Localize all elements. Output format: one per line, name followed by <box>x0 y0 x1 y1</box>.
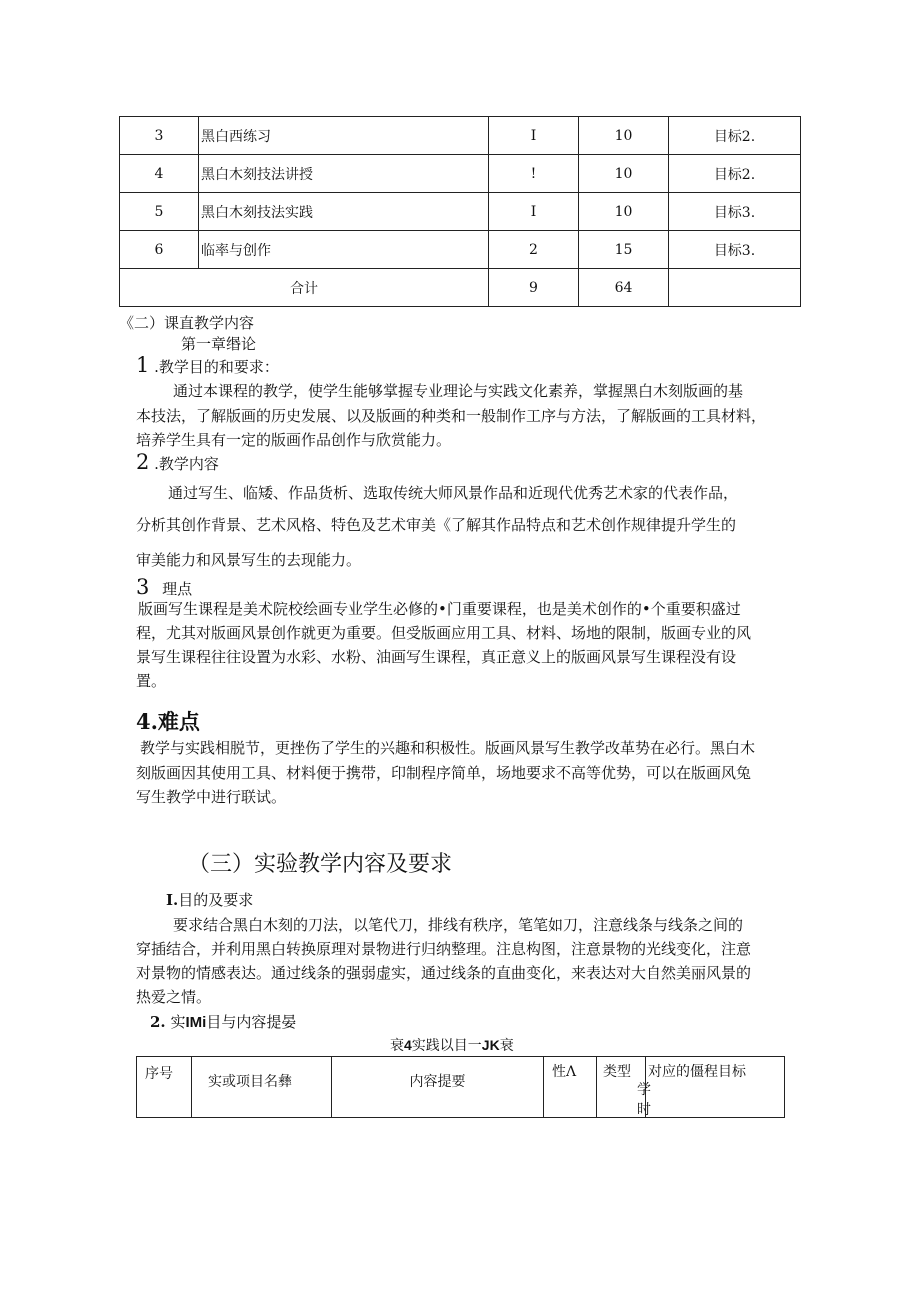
header-target: 对应的僵程目标 <box>646 1057 785 1118</box>
caption-jk: JK <box>481 1037 500 1053</box>
row-col-a: 2 <box>489 231 579 269</box>
section-3-heading: （三）实验教学内容及要求 <box>188 852 453 877</box>
chapter-title: 第一章缗论 <box>181 335 257 353</box>
total-label: 合计 <box>120 269 489 307</box>
row-number: 5 <box>120 193 199 231</box>
caption-number: 4 <box>404 1037 412 1053</box>
item-3-line-4: 置。 <box>136 672 167 690</box>
sub-2-garbled: IMi <box>185 1014 207 1031</box>
item-2-heading <box>136 450 219 474</box>
row-topic: 临率与创作 <box>199 231 489 269</box>
item-1-line-1: 通过本课程的教学，使学生能够掌握专业理论与实践文化素养，掌握黑白木刻版画的基 <box>173 382 744 400</box>
row-number: 6 <box>120 231 199 269</box>
table-2-caption <box>390 1035 514 1055</box>
item-3-number: 3 <box>136 575 150 599</box>
table-row <box>120 155 801 193</box>
header-hours-text: 学时 <box>637 1082 651 1118</box>
item-3-heading <box>136 575 192 599</box>
sub-1-number: I. <box>166 891 179 909</box>
total-hours: 64 <box>579 269 669 307</box>
item-3-line-1: 版画写生课程是美术院校绘画专业学生必修的•门重要课程，也是美术创作的•个重要积盛过 <box>138 600 741 618</box>
header-type <box>597 1057 651 1118</box>
item-3-line-2: 程，尤其对版画风景创作就更为重要。但受版画应用工具、材料、场地的限制，版画专业的风 <box>136 624 752 642</box>
table-header-row <box>137 1057 785 1118</box>
row-target: 目标3. <box>669 231 801 269</box>
header-seq: 序号 <box>137 1057 192 1118</box>
sub-1-heading <box>166 889 253 910</box>
sub-2-prefix: 实 <box>170 1013 186 1031</box>
item-2-line-1: 通过写生、临矮、作品货析、选取传统大师风景作品和近现代优秀艺术家的代表作品， <box>168 484 739 502</box>
header-nature-text: 性Λ <box>552 1064 577 1080</box>
item-4-line-1: 教学与实践相脱节，更挫伤了学生的兴趣和积极性。版画风景写生教学改革势在必行。黑白木 <box>140 739 756 757</box>
caption-post: 衰 <box>499 1038 514 1054</box>
table-row <box>120 193 801 231</box>
item-4-line-2: 刻版画因其使用工具、材料便于携带，印制程序简单，场地要求不高等优势，可以在版画风兔 <box>136 764 752 782</box>
table-row <box>120 231 801 269</box>
row-target: 目标2. <box>669 155 801 193</box>
total-target <box>669 269 801 307</box>
row-col-a: I <box>489 193 579 231</box>
item-1-heading <box>136 353 279 377</box>
table-row <box>120 117 801 155</box>
section-2-heading: 《二）课直教学内容 <box>119 314 255 332</box>
row-number: 4 <box>120 155 199 193</box>
row-col-a: ! <box>489 155 579 193</box>
item-4-line-3: 写生教学中进行联试。 <box>136 788 287 806</box>
row-target: 目标3. <box>669 193 801 231</box>
item-1-label: .教学目的和要求： <box>154 358 279 376</box>
sub-1-line-4: 热爱之情。 <box>136 988 212 1006</box>
item-2-number: 2 <box>136 450 150 474</box>
header-type-text: 类型 <box>603 1064 631 1080</box>
row-topic: 黑白西练习 <box>199 117 489 155</box>
sub-1-line-1: 要求结合黑白木刻的刀法，以笔代刀，排线有秩序，笔笔如刀，注意线条与线条之间的 <box>173 916 744 934</box>
row-hours: 10 <box>579 117 669 155</box>
item-2-label: .教学内容 <box>154 455 219 473</box>
item-2-line-2: 分析其创作背景、艺术风格、特色及艺术审美《了解其作品特点和艺术创作规律提升学生的 <box>136 516 737 534</box>
item-3-label: 理点 <box>162 580 193 598</box>
item-1-line-3: 培养学生具有一定的版画作品创作与欣赏能力。 <box>136 431 452 449</box>
experiment-items-table <box>136 1056 785 1118</box>
header-item-name: 实或项目名彝 <box>192 1057 332 1118</box>
sub-2-heading <box>150 1011 296 1032</box>
caption-pre: 衰 <box>390 1038 404 1054</box>
item-3-line-3: 景写生课程往往设置为水彩、水粉、油画写生课程，真正意义上的版画风景写生课程没有设 <box>136 648 737 666</box>
sub-1-line-3: 对景物的情感表达。通过线条的强弱虚实，通过线条的直曲变化，来表达对大自然美丽风景的 <box>136 964 752 982</box>
item-1-line-2: 本技法，了解版画的历史发展、以及版画的种类和一般制作工序与方法，了解版画的工具材料， <box>136 407 767 425</box>
total-col-a: 9 <box>489 269 579 307</box>
row-number: 3 <box>120 117 199 155</box>
row-col-a: I <box>489 117 579 155</box>
item-2-line-3: 审美能力和风景写生的去现能力。 <box>136 551 362 569</box>
header-nature <box>544 1057 597 1118</box>
caption-mid: 实践以目一 <box>411 1038 482 1054</box>
row-hours: 10 <box>579 193 669 231</box>
sub-1-line-2: 穿插结合，并利用黑白转换原理对景物进行归纳整理。注息构图，注意景物的光线变化，注意 <box>136 940 752 958</box>
table-total-row <box>120 269 801 307</box>
header-content-summary: 内容提要 <box>332 1057 544 1118</box>
item-1-number: 1 <box>136 353 150 377</box>
row-topic: 黑白木刻技法实践 <box>199 193 489 231</box>
item-4-heading: 4.难点 <box>136 709 200 734</box>
course-hours-table <box>119 116 801 307</box>
row-topic: 黑白木刻技法讲授 <box>199 155 489 193</box>
row-hours: 10 <box>579 155 669 193</box>
sub-2-suffix: 目与内容提晏 <box>206 1013 297 1031</box>
sub-1-label: 目的及要求 <box>178 891 254 909</box>
row-hours: 15 <box>579 231 669 269</box>
row-target: 目标2. <box>669 117 801 155</box>
sub-2-number: 2. <box>150 1013 166 1031</box>
